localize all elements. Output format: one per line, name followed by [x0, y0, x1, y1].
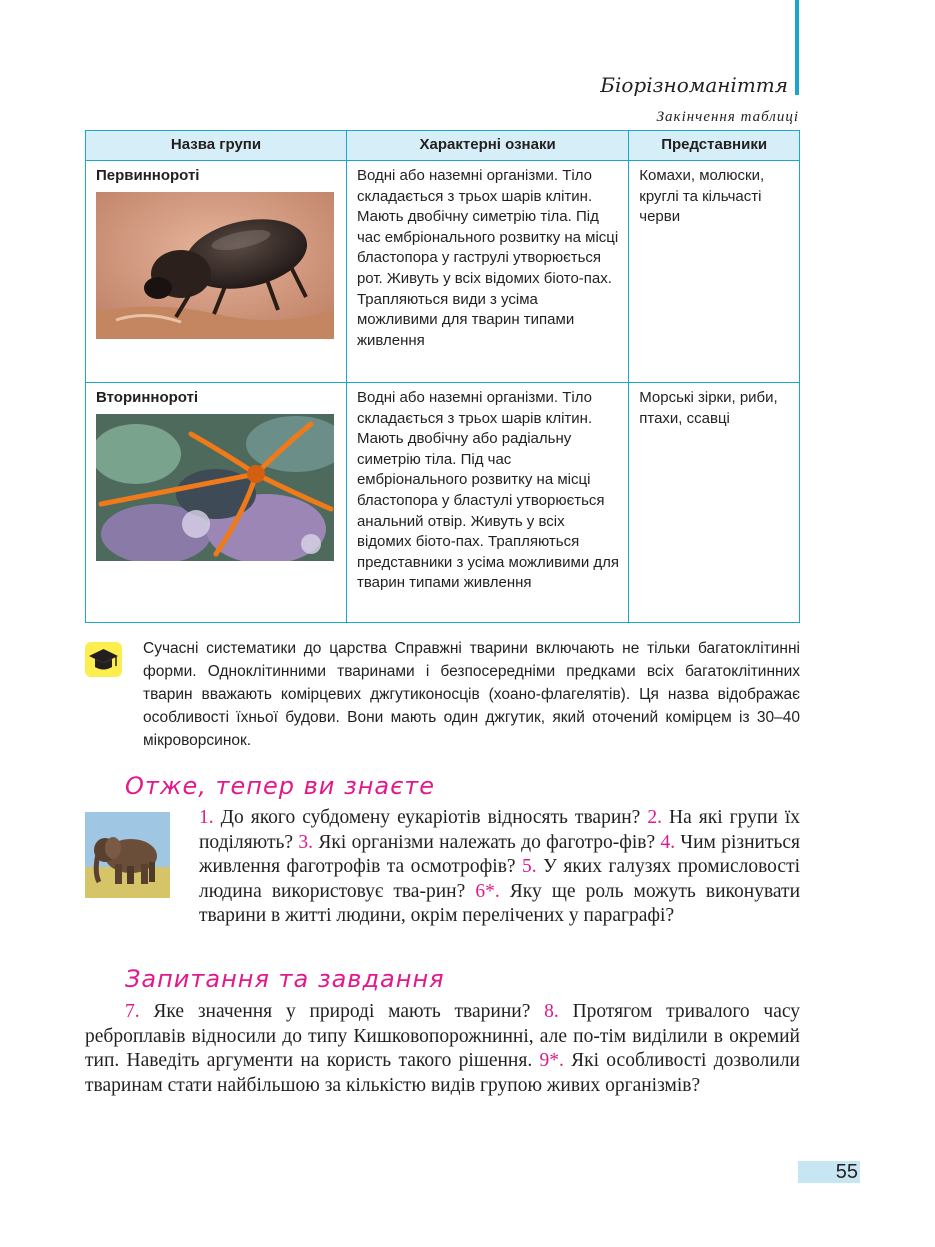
question-text: Протягом тривалого часу реброплавів відносили до типу Кишковопорожнинні, але по-тім виділили в окремий тип. Наведіть аргументи на користь такого рішення.: [85, 1001, 800, 1071]
brittle-star-photo: [96, 414, 334, 561]
question-number: 8.: [544, 1001, 559, 1022]
task-questions: [85, 1000, 800, 1098]
question-number: 3.: [298, 831, 314, 853]
elephant-photo: [85, 812, 170, 898]
group-name: Вториннороті: [96, 389, 199, 406]
summary-questions: [199, 806, 800, 929]
question-text: До якого субдомену еукаріотів відносять тварин?: [213, 807, 648, 828]
table-row: [86, 383, 800, 623]
group-cell: [86, 161, 347, 383]
summary-heading: Отже, тепер ви знаєте: [125, 772, 436, 800]
question-number: 5.: [522, 856, 537, 877]
column-header: Назва групи: [86, 131, 347, 161]
table-row: [86, 161, 800, 383]
question-text: Яке значення у природі мають тварини?: [139, 1001, 545, 1022]
features-cell: Водні або наземні організми. Тіло складається з трьох шарів клітин. Мають двобічну симетрію тіла. Під час ембріонального розвитку на місці бластопора у гаструлі утворюється рот. Живуть у всіх відомих біото-пах. Трапляються види з усіма можливими для тварин типами живлення: [346, 161, 628, 383]
note-text: Сучасні систематики до царства Справжні тварини включають не тільки багатоклітинні форми. Одноклітинними тваринами і безпосередніми предками всіх багатоклітинних тварин вважають комірцевих джгутиконосців (хоано-флагелятів). Ця назва відображає особливості їхньої будови. Вони мають один джгутик, який оточений комірцем із 30–40 мікроворсинок.: [143, 640, 800, 749]
groups-table: [85, 130, 800, 623]
question-text: Яку ще роль можуть виконувати тварини в житті людини, окрім перелічених у параграфі?: [199, 880, 801, 926]
beetle-photo: [96, 192, 334, 339]
question-text: На які групи їх поділяють?: [199, 807, 800, 853]
question-text: У яких галузях промисловості людина використовує тва-рин?: [199, 856, 801, 902]
question-number: 4.: [660, 831, 676, 853]
table-header-row: [86, 131, 800, 161]
representatives-cell: Морські зірки, риби, птахи, ссавці: [629, 383, 800, 623]
table-caption: Закінчення таблиці: [656, 109, 799, 125]
group-cell: [86, 383, 347, 623]
question-number: 6*.: [475, 880, 500, 902]
column-header: Характерні ознаки: [346, 131, 628, 161]
header-rule: [795, 0, 799, 95]
representatives-cell: Комахи, молюски, круглі та кільчасті черви: [629, 161, 800, 383]
question-text: Які організми належать до фаготро-фів?: [313, 831, 661, 853]
question-text: Чим різниться живлення фаготрофів та осмотрофів?: [199, 831, 800, 877]
question-number: 1.: [199, 807, 214, 828]
page-number: 55: [798, 1161, 860, 1183]
graduation-cap-icon: [85, 642, 122, 677]
features-cell: Водні або наземні організми. Тіло складається з трьох шарів клітин. Мають двобічну або радіальну симетрію тіла. Під час ембріонального розвитку на місці бластопора у бластулі утворюється анальний отвір. Живуть у всіх відомих біото-пах. Трапляються представники з усіма можливими для тварин типами живлення: [346, 383, 628, 623]
question-text: Які особливості дозволили тваринам стати найбільшою за кількістю видів групою живих організмів?: [85, 1050, 800, 1096]
question-number: 9*.: [539, 1050, 564, 1071]
column-header: Представники: [629, 131, 800, 161]
running-title: Біорізноманіття: [600, 73, 788, 97]
group-name: Первиннороті: [96, 167, 200, 184]
question-number: 7.: [125, 1001, 140, 1022]
question-number: 2.: [647, 807, 662, 828]
tasks-heading: Запитання та завдання: [125, 965, 445, 993]
